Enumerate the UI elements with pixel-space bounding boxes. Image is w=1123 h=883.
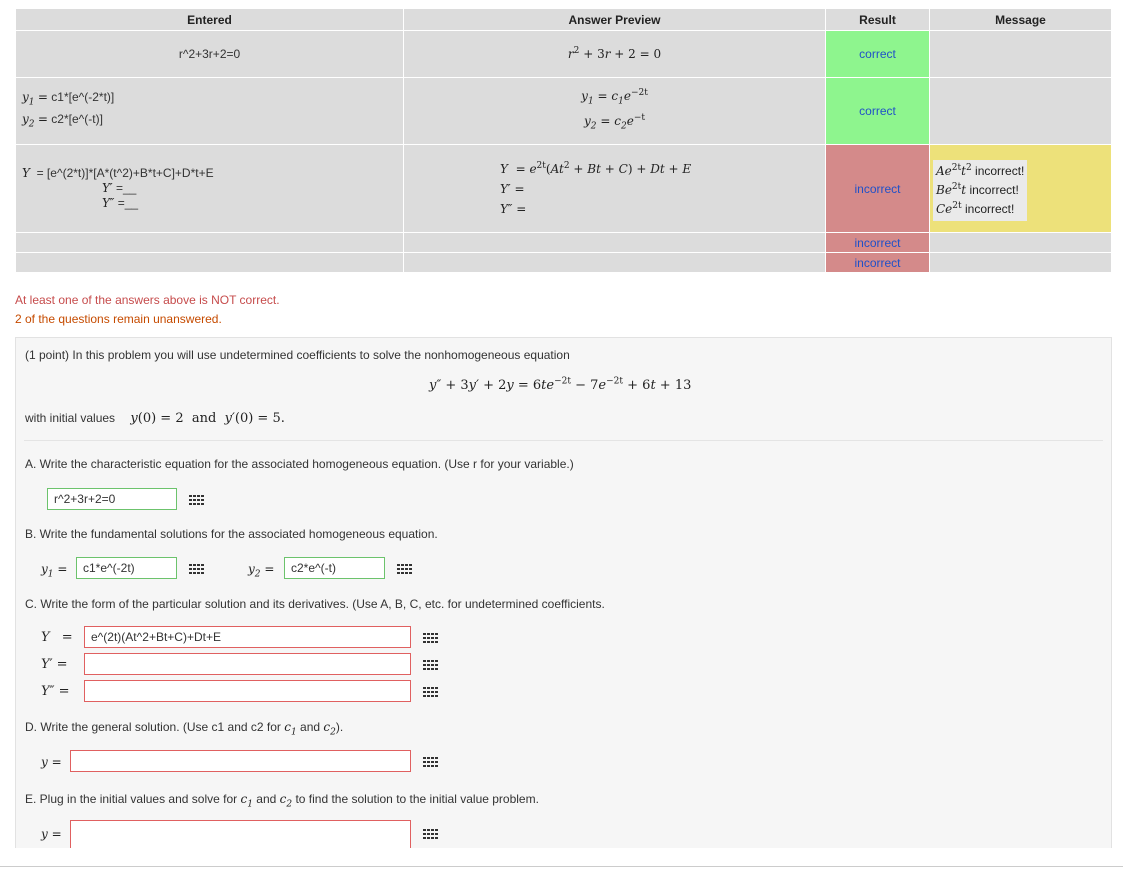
grid-dot — [189, 568, 192, 570]
grid-dot — [401, 568, 404, 570]
grid-dot — [435, 687, 438, 689]
grid-dot — [435, 664, 438, 666]
initial-values: with initial values y(0) = 2 and y′(0) = 5. — [25, 411, 285, 426]
message-cell — [930, 145, 1112, 233]
entered-text: =__ — [116, 181, 137, 195]
grid-dot — [427, 691, 430, 693]
answer-b1-input[interactable]: c1*e^(-2t) — [76, 557, 177, 579]
part-e-prompt: E. Plug in the initial values and solve for $c_1$ and $c_2$ to find the solution to the initial value problem. — [25, 792, 539, 810]
preview-math: $r^2 + 3r + 2 = 0$ — [567, 46, 662, 61]
grid-dot — [431, 660, 434, 662]
grid-dot — [397, 564, 400, 566]
grid-dot — [423, 668, 426, 670]
grid-dot — [431, 691, 434, 693]
y2-label: $y_2$ = — [248, 562, 275, 580]
result-cell: incorrect — [826, 145, 930, 233]
grid-dot — [197, 503, 200, 505]
grid-dot — [201, 499, 204, 501]
grid-dot — [427, 757, 430, 759]
part-e-suffix: to find the solution to the initial value problem. — [295, 792, 539, 806]
grid-dot — [405, 568, 408, 570]
grid-dot — [405, 564, 408, 566]
grid-dot — [435, 837, 438, 839]
grid-dot — [431, 757, 434, 759]
grid-dot — [423, 695, 426, 697]
problem-panel — [15, 337, 1112, 848]
grid-dot — [405, 572, 408, 574]
grid-dot — [423, 691, 426, 693]
grid-dot — [197, 499, 200, 501]
grid-dot — [193, 495, 196, 497]
status-not-correct: At least one of the answers above is NOT correct. — [15, 293, 280, 307]
grid-dot — [423, 829, 426, 831]
part-e-text: E. Plug in the initial values and solve for — [25, 792, 238, 806]
grid-dot — [427, 668, 430, 670]
equation-editor-icon[interactable] — [421, 630, 439, 645]
result-cell: correct — [826, 78, 930, 145]
grid-dot — [193, 503, 196, 505]
preview-math: Y″ = — [500, 201, 527, 216]
result-cell: correct — [826, 31, 930, 78]
grid-dot — [409, 564, 412, 566]
result-cell: incorrect — [826, 253, 930, 273]
page-divider — [0, 866, 1123, 867]
table-row — [16, 78, 1112, 145]
grid-dot — [431, 829, 434, 831]
grid-dot — [189, 499, 192, 501]
message-cell — [930, 253, 1112, 273]
entered-text: =__ — [117, 196, 139, 210]
grid-dot — [189, 564, 192, 566]
message-text: incorrect! — [969, 183, 1019, 197]
entered-cell — [16, 233, 404, 253]
grid-dot — [423, 637, 426, 639]
preview-cell — [404, 78, 826, 145]
grid-dot — [201, 503, 204, 505]
grid-dot — [427, 637, 430, 639]
entered-text: r^2+3r+2=0 — [178, 47, 241, 61]
status-unanswered: 2 of the questions remain unanswered. — [15, 312, 222, 326]
table-row — [16, 145, 1112, 233]
grid-dot — [427, 837, 430, 839]
result-cell: incorrect — [826, 233, 930, 253]
grid-dot — [397, 572, 400, 574]
entered-text: = [e^(2*t)]*[A*(t^2)+B*t+C]+D*t+E — [36, 166, 214, 180]
grid-dot — [201, 568, 204, 570]
part-c-prompt: C. Write the form of the particular solution and its derivatives. (Use A, B, C, etc. for undetermined coefficients. — [25, 597, 605, 611]
answer-c-Ypp-input[interactable] — [84, 680, 411, 702]
grid-dot — [427, 641, 430, 643]
equation-editor-icon[interactable] — [187, 561, 205, 576]
answer-d-input[interactable] — [70, 750, 411, 772]
y1-label: $y_1$ — [22, 89, 35, 107]
equation-editor-icon[interactable] — [421, 684, 439, 699]
message-text: incorrect! — [975, 164, 1025, 178]
Yp-label: Y′ = — [41, 657, 68, 672]
part-b-prompt: B. Write the fundamental solutions for the associated homogeneous equation. — [25, 527, 438, 541]
grid-dot — [397, 568, 400, 570]
entered-cell — [16, 253, 404, 273]
grid-dot — [401, 572, 404, 574]
grid-dot — [431, 837, 434, 839]
y1-label: $y_1$ = — [41, 562, 68, 580]
grid-dot — [423, 757, 426, 759]
answer-b2-input[interactable]: c2*e^(-t) — [284, 557, 385, 579]
grid-dot — [201, 572, 204, 574]
message-list: $Ae^{2t}t^2$ incorrect! $Be^{2t}t$ incorrect! $Ce^{2t}$ incorrect! — [933, 160, 1027, 221]
grid-dot — [423, 765, 426, 767]
entered-text: c1*[e^(-2*t)] — [51, 89, 115, 104]
preview-cell — [404, 31, 826, 78]
grid-dot — [193, 568, 196, 570]
y-label: y = — [41, 827, 62, 841]
initial-values-label: with initial values — [25, 411, 116, 425]
preview-math: $y_2 = c_2e^{-t}$ — [584, 113, 645, 132]
grid-dot — [435, 691, 438, 693]
grid-dot — [431, 637, 434, 639]
preview-cell — [404, 233, 826, 253]
grid-dot — [409, 572, 412, 574]
Y-label: Y = — [41, 630, 73, 645]
grid-dot — [193, 572, 196, 574]
entered-text: c2*[e^(-t)] — [51, 112, 103, 126]
equation-editor-icon[interactable] — [421, 657, 439, 672]
grid-dot — [435, 757, 438, 759]
grid-dot — [423, 660, 426, 662]
grid-dot — [201, 495, 204, 497]
grid-dot — [193, 564, 196, 566]
grid-dot — [189, 572, 192, 574]
grid-dot — [197, 568, 200, 570]
grid-dot — [197, 572, 200, 574]
grid-dot — [435, 829, 438, 831]
grid-dot — [431, 641, 434, 643]
message-cell — [930, 31, 1112, 78]
preview-math: $y_1 = c_1e^{-2t}$ — [581, 87, 648, 106]
grid-dot — [423, 761, 426, 763]
header-message: Message — [930, 9, 1112, 31]
equation-editor-icon[interactable] — [421, 826, 439, 841]
grid-dot — [401, 564, 404, 566]
answer-e-input[interactable] — [70, 820, 411, 848]
grid-dot — [431, 668, 434, 670]
answer-c-Y-input[interactable]: e^(2t)(At^2+Bt+C)+Dt+E — [84, 626, 411, 648]
grid-dot — [435, 668, 438, 670]
grid-dot — [431, 687, 434, 689]
grid-dot — [197, 495, 200, 497]
grid-dot — [431, 633, 434, 635]
equation-editor-icon[interactable] — [187, 492, 205, 507]
part-d-prompt: D. Write the general solution. (Use c1 and c2 for $c_1$ and $c_2$). — [25, 720, 344, 738]
table-row — [16, 233, 1112, 253]
grid-dot — [427, 829, 430, 831]
grid-dot — [431, 695, 434, 697]
preview-cell — [404, 253, 826, 273]
grid-dot — [427, 633, 430, 635]
table-row — [16, 253, 1112, 273]
message-cell — [930, 233, 1112, 253]
grid-dot — [423, 664, 426, 666]
equation-editor-icon[interactable] — [421, 754, 439, 769]
grid-dot — [435, 633, 438, 635]
grid-dot — [431, 761, 434, 763]
grid-dot — [427, 761, 430, 763]
grid-dot — [435, 637, 438, 639]
results-table — [15, 8, 1112, 273]
problem-intro: (1 point) In this problem you will use undetermined coefficients to solve the nonhomogeneous equation — [25, 348, 570, 362]
grid-dot — [423, 687, 426, 689]
grid-dot — [427, 664, 430, 666]
table-header-row — [16, 9, 1112, 31]
grid-dot — [427, 765, 430, 767]
header-entered: Entered — [16, 9, 404, 31]
Ypp-label: Y″ = — [41, 684, 70, 699]
entered-cell — [16, 31, 404, 78]
grid-dot — [427, 695, 430, 697]
divider — [24, 440, 1103, 441]
grid-dot — [189, 503, 192, 505]
grid-dot — [427, 833, 430, 835]
message-text: incorrect! — [964, 202, 1015, 216]
part-d-text: D. Write the general solution. (Use c1 and c2 for — [25, 720, 281, 734]
grid-dot — [193, 499, 196, 501]
entered-cell: Y = [e^(2*t)]*[A*(t^2)+B*t+C]+D*t+E Y′ =__ Y″ =__ — [16, 145, 404, 233]
part-a-prompt: A. Write the characteristic equation for the associated homogeneous equation. (Use r for your variable.) — [25, 457, 574, 471]
grid-dot — [423, 633, 426, 635]
grid-dot — [435, 695, 438, 697]
y2-label: $y_2$ — [22, 112, 35, 130]
preview-math: Y′ = — [500, 181, 525, 196]
grid-dot — [431, 664, 434, 666]
preview-cell — [404, 145, 826, 233]
nonhomogeneous-equation: $y'' + 3y' + 2y = 6te^{-2t} - 7e^{-2t} + 6t + 13$ — [429, 376, 692, 393]
grid-dot — [435, 660, 438, 662]
grid-dot — [427, 660, 430, 662]
grid-dot — [409, 568, 412, 570]
preview-math: $Y = e^{2t}(At^2 + Bt + C) + Dt + E$ — [500, 160, 692, 176]
message-cell — [930, 78, 1112, 145]
Y-label: Y — [22, 166, 30, 180]
header-preview: Answer Preview — [404, 9, 826, 31]
grid-dot — [189, 495, 192, 497]
y-label: y = — [41, 755, 62, 769]
part-d-suffix: ). — [335, 720, 344, 734]
grid-dot — [435, 641, 438, 643]
answer-a-input[interactable]: r^2+3r+2=0 — [47, 488, 177, 510]
grid-dot — [423, 837, 426, 839]
header-result: Result — [826, 9, 930, 31]
grid-dot — [201, 564, 204, 566]
grid-dot — [435, 833, 438, 835]
grid-dot — [431, 765, 434, 767]
grid-dot — [435, 761, 438, 763]
grid-dot — [423, 641, 426, 643]
grid-dot — [423, 833, 426, 835]
grid-dot — [197, 564, 200, 566]
answer-c-Yp-input[interactable] — [84, 653, 411, 675]
grid-dot — [427, 687, 430, 689]
grid-dot — [431, 833, 434, 835]
equation-editor-icon[interactable] — [395, 561, 413, 576]
grid-dot — [435, 765, 438, 767]
table-row — [16, 31, 1112, 78]
entered-cell: $y_1$ = c1*[e^(-2*t)] $y_2$ = c2*[e^(-t)] — [16, 78, 404, 145]
